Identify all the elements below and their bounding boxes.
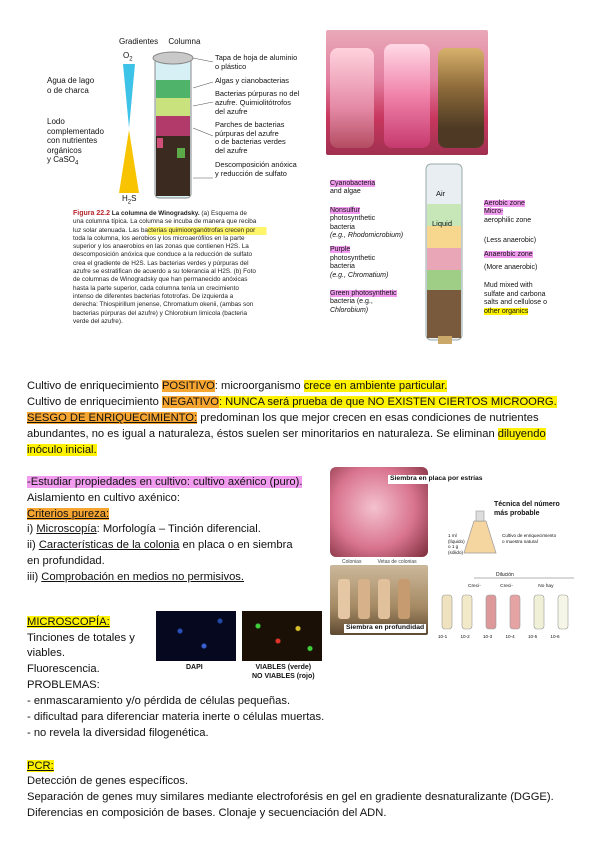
air-label: Air — [436, 189, 446, 198]
o2-label: $O_2$ — [123, 51, 133, 63]
mpn-dilution-series: 10-1 10-2 10-3 10-4 10-5 10-6 — [438, 634, 560, 639]
microscopy-line-2: viables. — [27, 647, 65, 659]
axenic-isolation: Aislamiento en cultivo axénico: — [27, 492, 180, 504]
dapi-label: DAPI — [186, 664, 203, 671]
viability-label: VIABLES (verde) NO VIABLES (rojo) — [252, 664, 315, 680]
enrichment-negative-line: Cultivo de enriquecimiento NEGATIVO: NUNCA será prueba de que NO EXISTEN CIERTOS MICROORG. — [27, 396, 557, 408]
dapi-image — [156, 611, 236, 661]
enrichment-positive-line: Cultivo de enriquecimiento POSITIVO: microorganismo crece en ambiente particular. — [27, 380, 448, 392]
left-labels: Agua de lago o de charca Lodo complementado con nutrientes orgánicos y CaSO$_4$ — [47, 76, 104, 167]
figure-caption: Figura 22.2 La columna de Winogradsky. (a) Esquema de una columna típica. La columna se incuba de manera que reciba luz solar atenuada. Las bacterias quimioorganótrofas crecen por toda la columna, los aerobios y los microaerófilos en la parte superior y los anaerobios en las zonas que contienen H2S. La descomposición anóxica que conduce a la reducción de sulfato crea el gradiente de H2S. Las bacterias verdes y púrpuras del azufre se estratifican de acuerdo a su tolerancia al H2S. (b) Foto de columnas de Winogradsky que han permanecido anóxicas hasta la parte superior, cada columna tenía un crecimiento intenso de diferentes bacterias fototrofas. De izquierda a derecha: Thiospirillum jenense, Chromatium okenii, (ambas son bacterias púrpuras del azufre) y Chlorobium limicola (bacteria verde del azufre). — [73, 210, 321, 326]
right-labels: Tapa de hoja de aluminio o plástico Algas y cianobacterias Bacterias púrpuras no del azufre. Quimiolitótrofos del azufre Parches de bacterias púrpuras del azufre o de bacterias verdes del azufre Descomposición anóxica y reducción de sulfato — [215, 53, 300, 178]
mpn-dilution-label: Dilución — [496, 572, 514, 578]
viability-image — [242, 611, 322, 661]
liquid-label: Liquid — [432, 219, 453, 228]
microscopy-heading: MICROSCOPÍA: — [27, 616, 110, 628]
microscopy-line-1: Tinciones de totales y — [27, 632, 135, 644]
pcr-line-1: Detección de genes específicos. — [27, 775, 189, 787]
mpn-title: Técnica del número más probable — [494, 501, 560, 517]
problem-2: - dificultad para diferenciar materia inerte o células muertas. — [27, 711, 325, 723]
criterion-colony-2: en profundidad. — [27, 555, 105, 567]
mpn-flask-label: Cultivo de enriquecimiento o muestra natural — [502, 533, 557, 544]
purity-criteria: Criterios pureza: — [27, 508, 110, 520]
microscopy-line-3: Fluorescencia. — [27, 663, 100, 675]
problems-heading: PROBLEMAS: — [27, 679, 100, 691]
culture-methods-panel — [326, 463, 586, 638]
zone-labels: Aerobic zone Micro- aerophilic zone (Less anaerobic) Anaerobic zone (More anaerobic) Mud mixed with sulfate and carbona salts and cellulose o other organics — [484, 200, 548, 315]
pcr-line-3: Diferencias en composición de bases. Clonaje y secuenciación del ADN. — [27, 807, 387, 819]
h2s-label: $H_2S$ — [122, 194, 137, 206]
enrichment-bias-line-2: abundantes, no es igual a naturaleza, éstos suelen ser minoritarios en naturaleza. Se eliminan diluyendo — [27, 428, 546, 440]
pcr-line-2: Separación de genes muy similares mediante electroforésis en gel en gradiente desnaturalizante (DGGE). — [27, 791, 554, 803]
axenic-heading: -Estudiar propiedades en cultivo: cultivo axénico (puro). — [27, 476, 303, 488]
colonies-label: Colonias Vetas de colonias — [342, 559, 417, 565]
mpn-sample: 1 ml (líquido) o 1 g (sólido) — [448, 533, 465, 555]
streak-plate-label: Siembra en placa por estrías — [390, 475, 483, 482]
enrichment-bias-line: SESGO DE ENRIQUECIMIENTO: predominan los que mejor crecen en esas condiciones de nutrientes — [27, 412, 539, 424]
mpn-diagram — [434, 503, 584, 633]
enrichment-bias-line-3: inóculo inicial. — [27, 444, 97, 456]
mpn-tube-labels: Creci- Creci- No hay — [468, 584, 554, 589]
column-label: Columna — [168, 37, 201, 46]
criterion-colony: ii) Características de la colonia en placa o en siembra — [27, 539, 293, 551]
gradients-label: Gradientes — [119, 37, 159, 46]
column-diagram — [328, 160, 568, 346]
criterion-nonpermissive: iii) Comprobación en medios no permisivos. — [27, 571, 245, 583]
problem-3: - no revela la diversidad filogenética. — [27, 727, 209, 739]
problem-1: - enmascaramiento y/o pérdida de células pequeñas. — [27, 695, 291, 707]
pcr-heading: PCR: — [27, 760, 54, 772]
column-photo — [326, 30, 488, 155]
depth-culture-label: Siembra en profundidad — [346, 624, 425, 631]
organism-labels: Cyanobacteria and algae Nonsulfur photosynthetic bacteria (e.g., Rhodomicrobium) Purple photosynthetic bacteria (e.g., Chromatium) Green photosynthetic bacteria (e.g., Chlorobium) — [330, 180, 404, 314]
winogradsky-figure — [43, 18, 325, 346]
criterion-microscopy: i) Microscopía: Morfología – Tinción diferencial. — [27, 523, 261, 535]
